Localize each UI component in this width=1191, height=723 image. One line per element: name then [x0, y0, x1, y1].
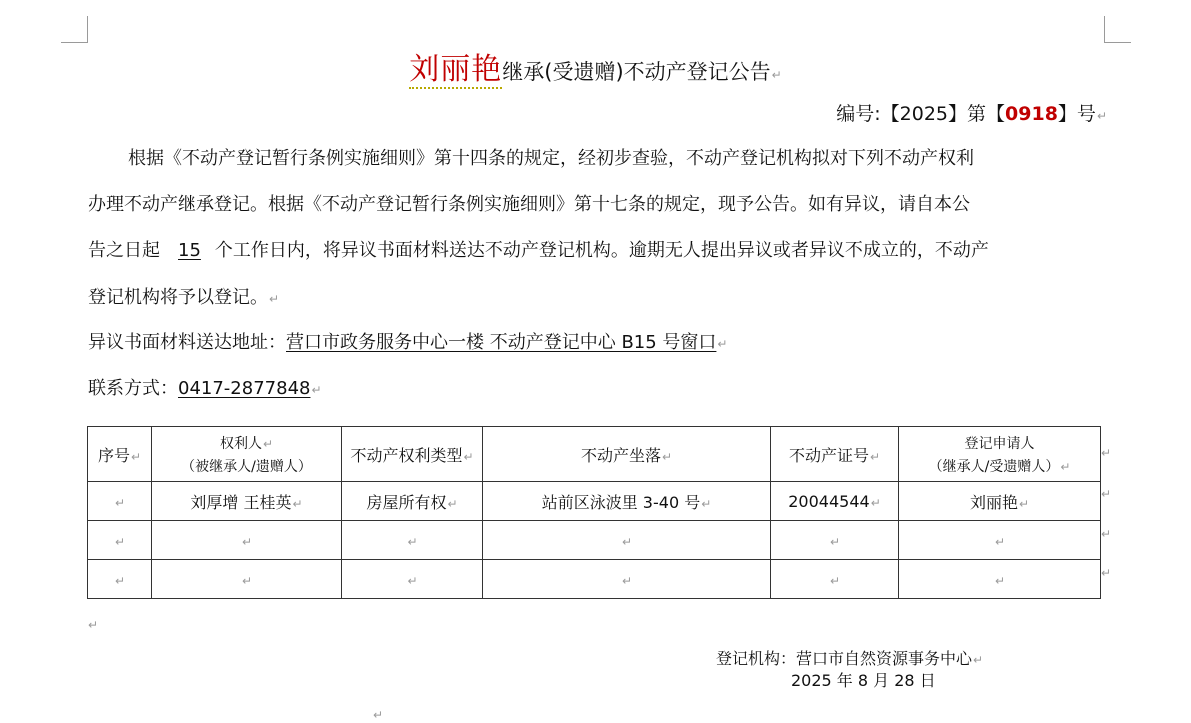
cell-holder — [152, 560, 342, 599]
paragraph-mark-icon: ↵ — [771, 68, 782, 82]
paragraph-mark-icon: ↵ — [269, 292, 280, 306]
header-applicant-sub — [899, 456, 1100, 476]
cell-holder — [152, 521, 342, 560]
cell-mark-icon: ↵ — [114, 495, 126, 510]
cell-mark-icon: ↵ — [870, 495, 881, 510]
cell-mark-icon: ↵ — [262, 436, 274, 451]
registration-authority-text: 登记机构：营口市自然资源事务中心 — [716, 649, 973, 668]
notice-serial: 0918 — [1005, 103, 1058, 125]
page-corner-mark-left — [61, 16, 88, 43]
cell-mark-icon: ↵ — [661, 449, 673, 464]
cell-mark-icon: ↵ — [829, 534, 841, 549]
paragraph-mark-icon: ↵ — [88, 618, 99, 632]
title-applicant-name: 刘丽艳 — [409, 52, 503, 87]
address-label: 异议书面材料送达地址： — [88, 332, 286, 353]
paragraph-mark-icon: ↵ — [373, 708, 384, 722]
cell-seq — [88, 521, 152, 560]
cell-mark-icon: ↵ — [463, 449, 474, 464]
body-line-1: 根据《不动产登记暂行条例实施细则》第十四条的规定，经初步查验，不动产登记机构拟对下列不动产权利 — [128, 148, 974, 169]
cell-holder — [152, 482, 342, 521]
cell-mark-icon: ↵ — [829, 573, 841, 588]
cell-mark-icon: ↵ — [447, 496, 458, 511]
table-row — [88, 521, 1101, 560]
header-right-type-label: 不动产权利类型 — [350, 445, 463, 465]
cell-mark-icon: ↵ — [407, 573, 418, 588]
cell-seq — [88, 482, 152, 521]
cell-mark-icon: ↵ — [292, 496, 303, 511]
notice-title — [0, 44, 1191, 88]
cell-right-type-text: 房屋所有权 — [366, 492, 447, 512]
cell-location — [483, 560, 771, 599]
header-applicant — [899, 427, 1101, 482]
notice-number-prefix: 编号:【 — [836, 103, 900, 125]
header-location-label: 不动产坐落 — [580, 445, 661, 465]
contact-phone: 0417-2877848 — [178, 378, 311, 399]
header-cert-no — [771, 427, 899, 482]
registration-table — [87, 426, 1101, 599]
objection-address — [88, 331, 727, 356]
row-end-mark-icon: ↵ — [1101, 446, 1112, 460]
paragraph-mark-icon: ↵ — [1096, 109, 1107, 123]
header-holder-sub: （被继承人/遗赠人） — [181, 458, 312, 475]
contact-info — [88, 377, 322, 402]
cell-mark-icon: ↵ — [701, 496, 712, 511]
cell-mark-icon: ↵ — [241, 573, 253, 588]
cell-location — [483, 482, 771, 521]
paragraph-mark-icon: ↵ — [311, 383, 322, 397]
body-line-3 — [88, 239, 989, 263]
header-applicant-sub-text: （继承人/受遗赠人） — [928, 458, 1060, 475]
table-row — [88, 482, 1101, 521]
table-header-row — [88, 427, 1101, 482]
notice-number-middle: 】第【 — [948, 103, 1006, 125]
cell-cert-no — [771, 521, 899, 560]
header-holder — [152, 427, 342, 482]
cell-cert-no-text: 20044544 — [788, 491, 870, 511]
body-line-3-end: 个工作日内，将异议书面材料送达不动产登记机构。逾期无人提出异议或者异议不成立的，不动产 — [214, 240, 989, 261]
header-applicant-label: 登记申请人 — [964, 435, 1035, 452]
paragraph-mark-icon: ↵ — [973, 653, 984, 667]
body-line-3-start: 告之日起 — [88, 240, 160, 261]
cell-applicant — [899, 521, 1101, 560]
title-text: 继承(受遗赠)不动产登记公告 — [502, 60, 771, 84]
row-end-mark-icon: ↵ — [1101, 527, 1112, 541]
header-location — [483, 427, 771, 482]
notice-date: 2025 年 8 月 28 日 — [791, 671, 936, 690]
header-right-type — [342, 427, 483, 482]
cell-mark-icon: ↵ — [869, 449, 881, 464]
cell-mark-icon: ↵ — [621, 534, 633, 549]
cell-applicant — [899, 482, 1101, 521]
body-line-4-text: 登记机构将予以登记。 — [88, 287, 268, 308]
cell-mark-icon: ↵ — [1060, 459, 1071, 474]
header-seq-label: 序号 — [97, 445, 130, 465]
cell-cert-no — [771, 482, 899, 521]
cell-mark-icon: ↵ — [114, 573, 126, 588]
paragraph-mark-icon: ↵ — [717, 337, 728, 351]
body-line-4 — [88, 286, 279, 311]
registration-authority — [716, 646, 983, 669]
objection-days: 15 — [178, 240, 201, 261]
cell-location-text: 站前区泳波里 3-40 号 — [541, 492, 701, 512]
header-holder-label — [152, 433, 341, 453]
row-end-mark-icon: ↵ — [1101, 487, 1112, 501]
cell-mark-icon: ↵ — [1018, 496, 1030, 511]
cell-location — [483, 521, 771, 560]
notice-number — [836, 99, 1107, 126]
cell-mark-icon: ↵ — [241, 534, 253, 549]
notice-number-suffix: 】号 — [1057, 103, 1096, 125]
cell-mark-icon: ↵ — [994, 534, 1006, 549]
address-value: 营口市政务服务中心一楼 不动产登记中心 B15 号窗口 — [286, 332, 717, 353]
body-line-2: 办理不动产继承登记。根据《不动产登记暂行条例实施细则》第十七条的规定，现予公告。如有异议，请自本公 — [88, 194, 970, 215]
notice-year: 2025 — [899, 103, 949, 125]
header-cert-no-label: 不动产证号 — [788, 445, 869, 465]
cell-applicant — [899, 560, 1101, 599]
contact-label: 联系方式： — [88, 378, 178, 399]
cell-cert-no — [771, 560, 899, 599]
cell-right-type — [342, 482, 483, 521]
cell-right-type — [342, 560, 483, 599]
cell-seq — [88, 560, 152, 599]
table-row — [88, 560, 1101, 599]
cell-mark-icon: ↵ — [621, 573, 633, 588]
cell-mark-icon: ↵ — [130, 449, 142, 464]
row-end-mark-icon: ↵ — [1101, 566, 1112, 580]
cell-right-type — [342, 521, 483, 560]
cell-mark-icon: ↵ — [114, 534, 126, 549]
cell-holder-text: 刘厚增 王桂英 — [190, 492, 292, 512]
header-seq — [88, 427, 152, 482]
cell-mark-icon: ↵ — [994, 573, 1006, 588]
cell-mark-icon: ↵ — [407, 534, 418, 549]
header-holder-text: 权利人 — [219, 435, 262, 452]
page-corner-mark-right — [1104, 16, 1131, 43]
cell-applicant-text: 刘丽艳 — [969, 492, 1018, 512]
